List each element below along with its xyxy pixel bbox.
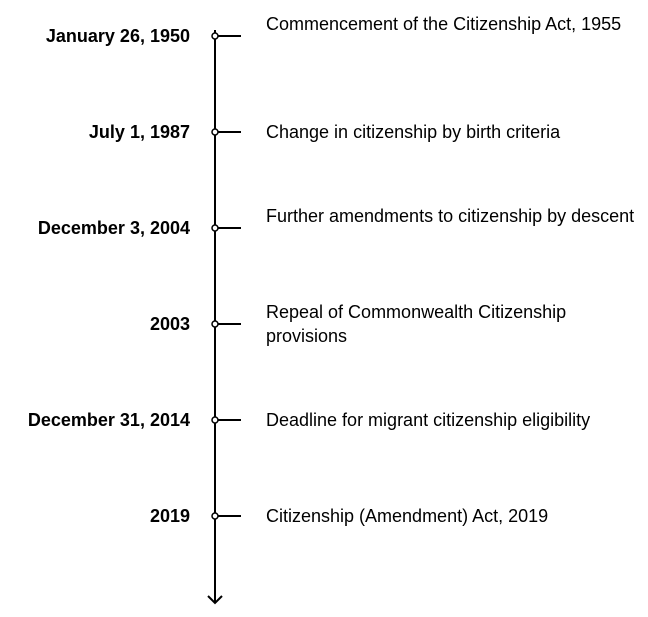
- timeline-node: [212, 417, 218, 423]
- event-date: July 1, 1987: [88, 122, 190, 142]
- event-date: 2003: [149, 314, 190, 334]
- event-description: Commencement of the Citizenship Act, 1955: [266, 14, 622, 34]
- event-date: 2019: [149, 506, 190, 526]
- event-date: January 26, 1950: [45, 26, 190, 46]
- timeline-node: [212, 513, 218, 519]
- event-description: Change in citizenship by birth criteria: [266, 122, 561, 142]
- timeline-node: [212, 225, 218, 231]
- timeline-node: [212, 321, 218, 327]
- event-date: December 3, 2004: [37, 218, 190, 238]
- event-date: December 31, 2014: [27, 410, 190, 430]
- event-description: Repeal of Commonwealth Citizenship provisions: [266, 302, 567, 346]
- event-description: Citizenship (Amendment) Act, 2019: [266, 506, 549, 526]
- timeline-node: [212, 129, 218, 135]
- event-description: Deadline for migrant citizenship eligibility: [266, 410, 591, 430]
- timeline-node: [212, 33, 218, 39]
- event-description: Further amendments to citizenship by descent: [266, 206, 635, 226]
